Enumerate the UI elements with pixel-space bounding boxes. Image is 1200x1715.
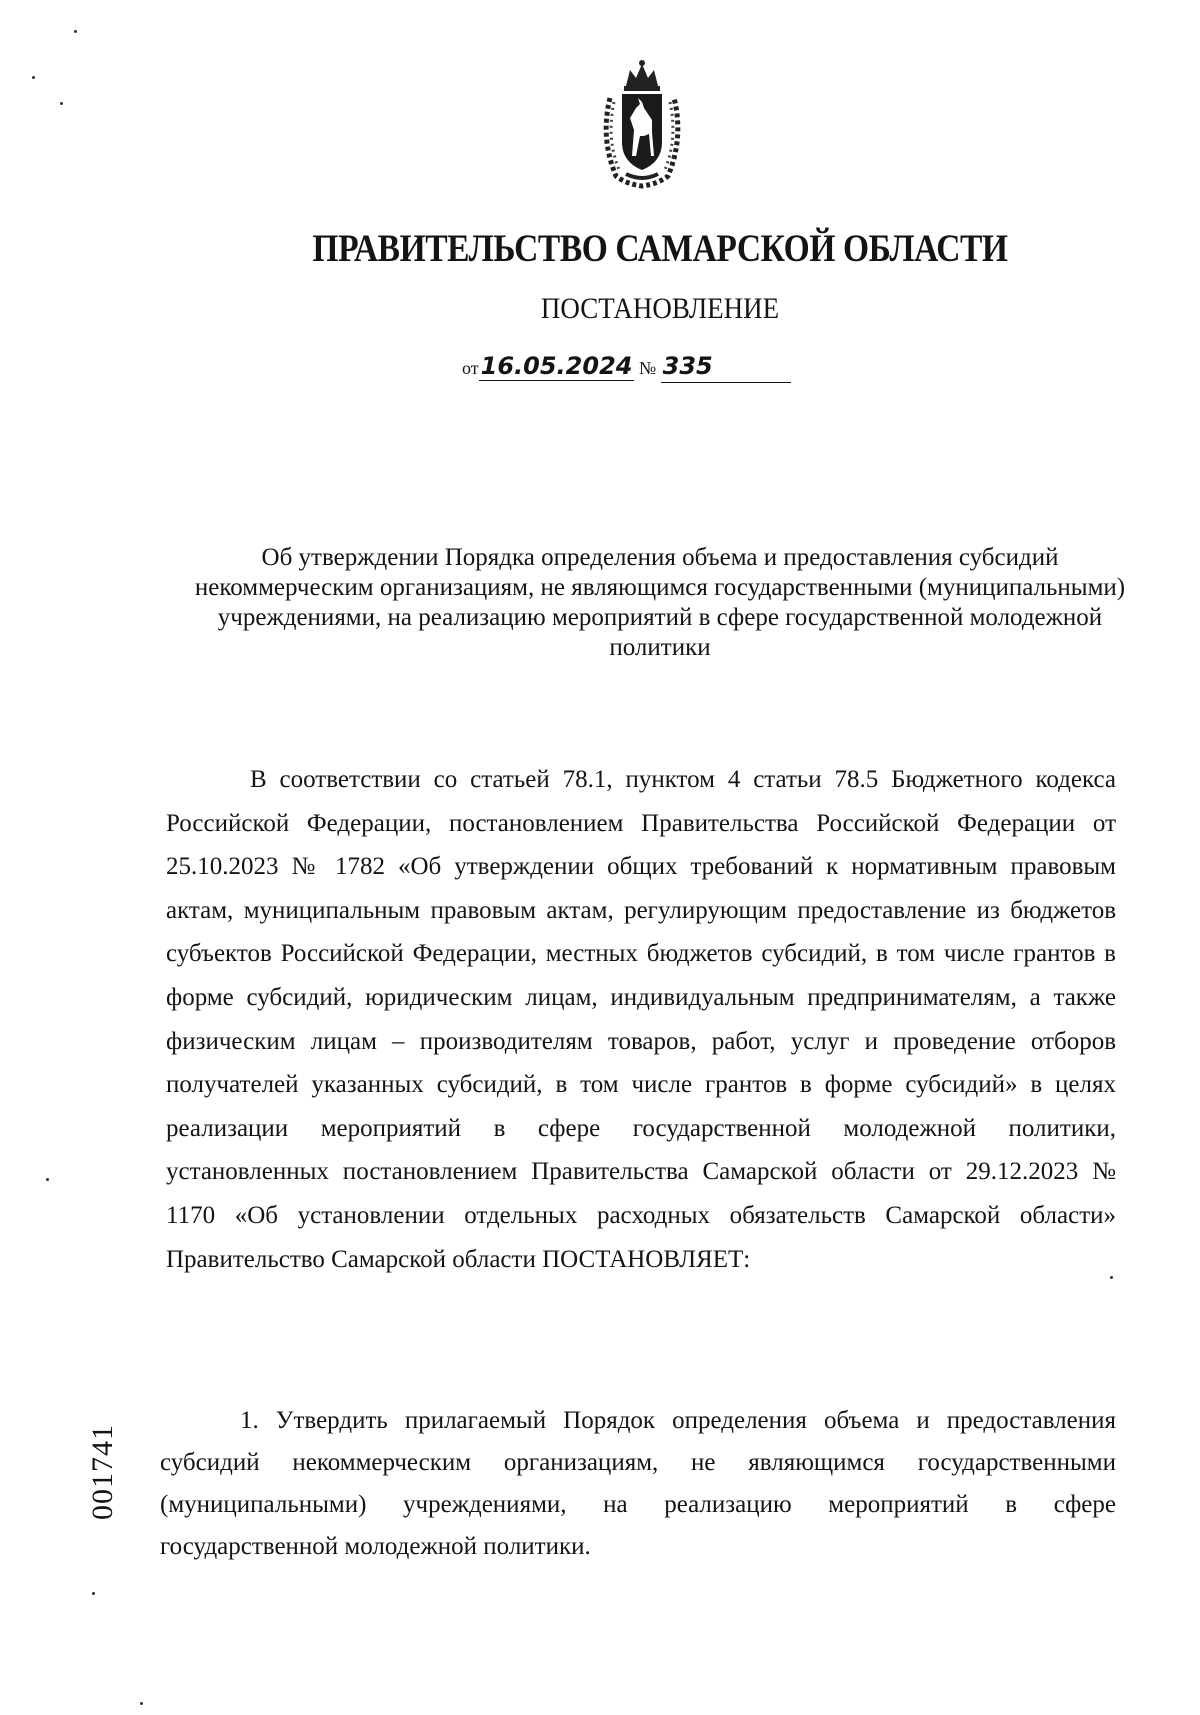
document-date: 16.05.2024 [480, 352, 633, 380]
preamble-paragraph: В соответствии со статьей 78.1, пунктом 4 статьи 78.5 Бюджетного кодекса Российской Федерации, постановлением Правительства Российской Федерации от 25.10.2023 № 1782 «Об утверждении общих требований к нормативным правовым актам, муниципальным правовым актам, регулирующим предоставление из бюджетов субъектов Российской Федерации, местных бюджетов субсидий, в том числе грантов в форме субсидий, юридическим лицам, индивидуальным предпринимателям, а также физическим лицам – производителям товаров, работ, услуг и проведение отборов получателей указанных субсидий, в том числе грантов в форме субсидий» в целях реализации мероприятий в сфере государственной молодежной политики, установленных постановлением Правительства Самарской области от 29.12.2023 № 1170 «Об установлении отдельных расходных обязательств Самарской области» Правительство Самарской области ПОСТАНОВЛЯЕТ: [166, 766, 1116, 1273]
samara-coat-of-arms-icon [596, 58, 688, 190]
side-registration-number: 001741 [86, 1424, 119, 1520]
scan-speck [1110, 1276, 1113, 1279]
scan-speck [92, 1592, 95, 1595]
scan-speck [140, 1702, 143, 1705]
resolution-item-1: 1. Утвердить прилагаемый Порядок определения объема и предоставления субсидий некоммерческим организациям, не являющимся государственными (муниципальными) учреждениями, на реализацию мероприятий в сфере государственной молодежной политики. [160, 1407, 1116, 1560]
date-prefix: от [462, 358, 479, 378]
document-type: ПОСТАНОВЛЕНИЕ [540, 292, 780, 325]
scan-speck [60, 102, 63, 105]
document-subject: Об утверждении Порядка определения объема и предоставления субсидий некоммерческим организациям, не являющимся государственными (муниципальными) учреждениями, на реализацию мероприятий в сфере государственной молодежной политики [194, 544, 1126, 661]
government-title: ПРАВИТЕЛЬСТВО САМАРСКОЙ ОБЛАСТИ [312, 227, 1008, 270]
scan-speck [32, 76, 35, 79]
scan-speck [46, 1178, 49, 1181]
scan-speck [74, 30, 77, 33]
date-number-line [462, 352, 791, 383]
document-number: 335 [662, 352, 713, 380]
number-prefix: № [638, 358, 657, 378]
